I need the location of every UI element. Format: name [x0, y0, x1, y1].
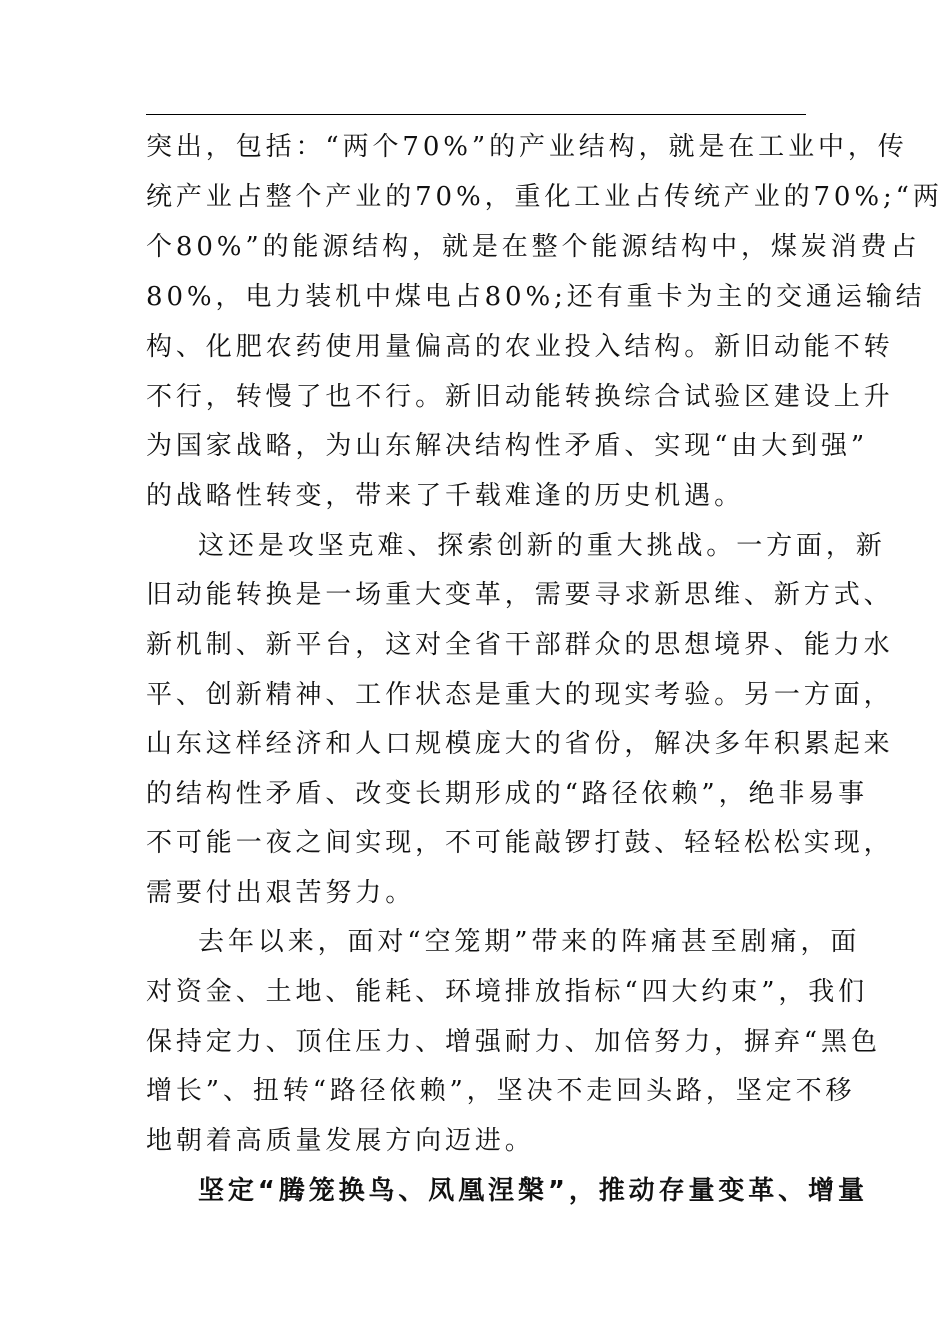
text-line: 地朝着高质量发展方向迈进。	[146, 1126, 535, 1156]
text-line: 不可能一夜之间实现，不可能敲锣打鼓、轻轻松松实现，	[146, 828, 894, 858]
text-line: 保持定力、顶住压力、增强耐力、加倍努力，摒弃“黑色	[146, 1027, 881, 1057]
text-line: 统产业占整个产业的70%，重化工业占传统产业的70%;“两	[146, 182, 943, 212]
text-line: 新机制、新平台，这对全省干部群众的思想境界、能力水	[146, 630, 894, 660]
text-line: 为国家战略，为山东解决结构性矛盾、实现“由大到强”	[146, 431, 869, 461]
text-line: 的结构性矛盾、改变长期形成的“路径依赖”，绝非易事	[146, 779, 869, 809]
section-heading: 坚定“腾笼换鸟、凤凰涅槃”，推动存量变革、增量	[198, 1176, 868, 1206]
text-line: 突出，包括：“两个70%”的产业结构，就是在工业中，传	[146, 132, 908, 162]
text-line: 旧动能转换是一场重大变革，需要寻求新思维、新方式、	[146, 580, 894, 610]
text-line: 80%，电力装机中煤电占80%;还有重卡为主的交通运输结	[146, 282, 926, 312]
text-line: 平、创新精神、工作状态是重大的现实考验。另一方面，	[146, 680, 894, 710]
text-line: 的战略性转变，带来了千载难逢的历史机遇。	[146, 481, 745, 511]
paragraph-first-line: 这还是攻坚克难、探索创新的重大挑战。一方面，新	[198, 531, 886, 561]
text-line: 对资金、土地、能耗、环境排放指标“四大约束”，我们	[146, 977, 869, 1007]
text-line: 不行，转慢了也不行。新旧动能转换综合试验区建设上升	[146, 382, 894, 412]
text-line: 需要付出艰苦努力。	[146, 878, 416, 908]
header-rule	[146, 114, 806, 115]
text-line: 个80%”的能源结构，就是在整个能源结构中，煤炭消费占	[146, 232, 921, 262]
paragraph-first-line: 去年以来，面对“空笼期”带来的阵痛甚至剧痛，面	[198, 927, 861, 957]
text-line: 山东这样经济和人口规模庞大的省份，解决多年积累起来	[146, 729, 894, 759]
text-line: 增长”、扭转“路径依赖”，坚决不走回头路，坚定不移	[146, 1076, 856, 1106]
text-line: 构、化肥农药使用量偏高的农业投入结构。新旧动能不转	[146, 332, 894, 362]
